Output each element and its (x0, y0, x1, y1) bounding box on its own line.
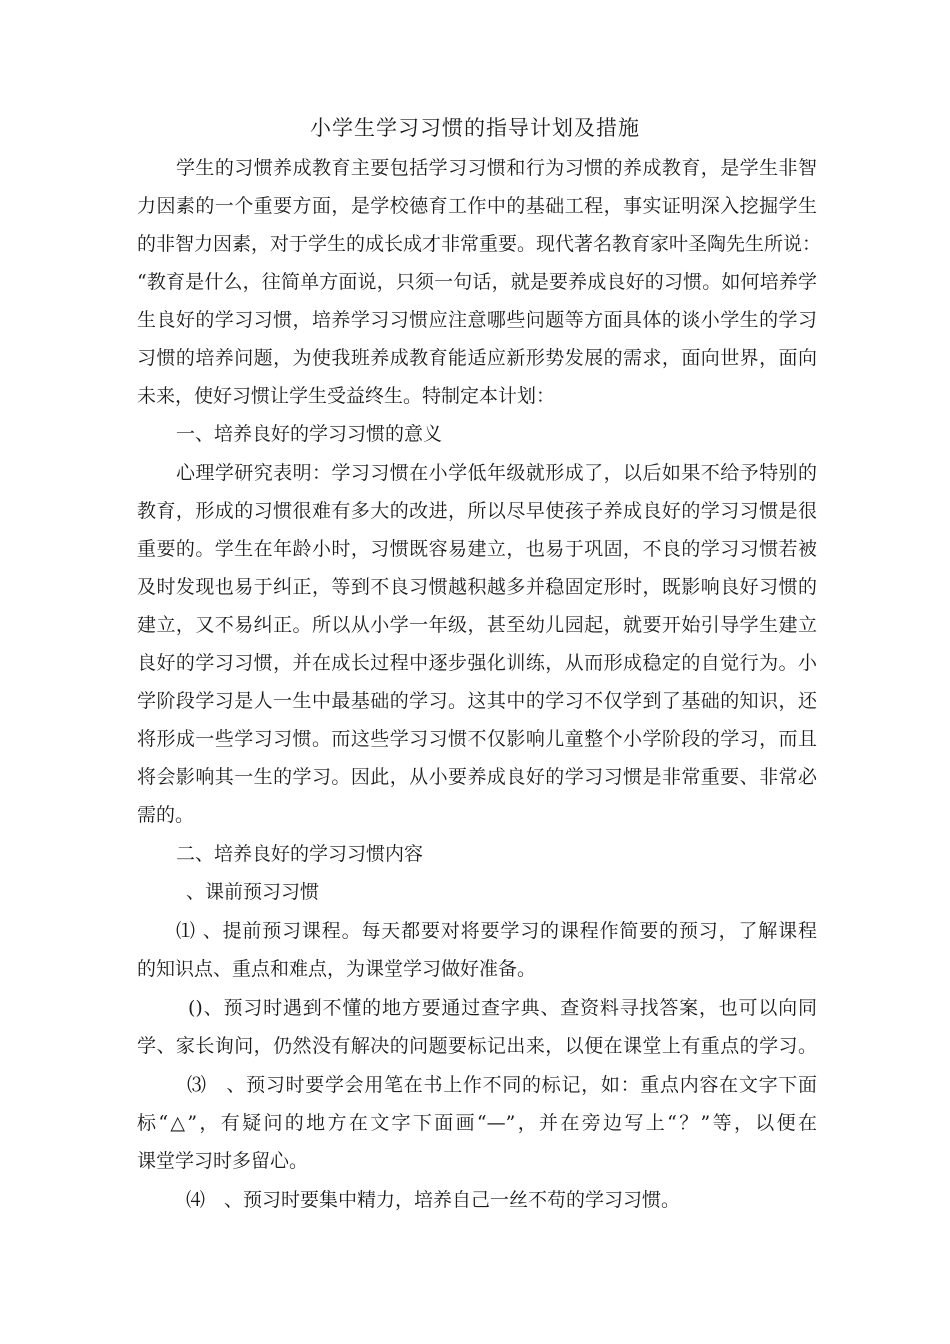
list-item-line: 课堂学习时多留心。 (137, 1150, 309, 1172)
paragraph-line: 学生的习惯养成教育主要包括学习习惯和行为习惯的养成教育，是学生非智 (176, 157, 817, 179)
list-item-line: ⑴ 、提前预习课程。每天都要对将要学习的课程作简要的预习，了解课程 (176, 920, 817, 942)
paragraph-line: “教育是什么，往简单方面说，只须一句话，就是要养成良好的习惯。如何培养学 (137, 271, 817, 293)
paragraph-line: 教育，形成的习惯很难有多大的改进，所以尽早使孩子养成良好的学习习惯是很 (137, 500, 817, 522)
subsection-heading: 、课前预习习惯 (186, 881, 320, 903)
paragraph-line: 学阶段学习是人一生中最基础的学习。这其中的学习不仅学到了基础的知识，还 (137, 690, 817, 712)
paragraph-line: 未来，使好习惯让学生受益终生。特制定本计划： (137, 385, 556, 407)
paragraph-line: 的非智力因素，对于学生的成长成才非常重要。现代著名教育家叶圣陶先生所说： (137, 233, 822, 255)
list-item-line: ()、预习时遇到不懂的地方要通过查字典、查资料寻找答案，也可以向同 (188, 997, 817, 1019)
paragraph-line: 将会影响其一生的学习。因此，从小要养成良好的学习习惯是非常重要、非常必 (137, 766, 817, 788)
paragraph-line: 生良好的学习习惯，培养学习习惯应注意哪些问题等方面具体的谈小学生的学习 (137, 309, 817, 331)
paragraph-line: 心理学研究表明：学习习惯在小学低年级就形成了，以后如果不给予特别的 (176, 462, 817, 484)
page-title: 小学生学习习惯的指导计划及措施 (310, 116, 640, 140)
paragraph-line: 重要的。学生在年龄小时，习惯既容易建立，也易于巩固，不良的学习习惯若被 (137, 538, 817, 560)
list-item-line: 的知识点、重点和难点，为课堂学习做好准备。 (137, 958, 537, 980)
paragraph-line: 力因素的一个重要方面，是学校德育工作中的基础工程，事实证明深入挖掘学生 (137, 195, 817, 217)
list-item-line: ⑶ 、预习时要学会用笔在书上作不同的标记，如：重点内容在文字下面 (187, 1074, 817, 1096)
paragraph-line: 将形成一些学习习惯。而这些学习习惯不仅影响儿童整个小学阶段的学习，而且 (137, 728, 817, 750)
paragraph-line: 建立，又不易纠正。所以从小学一年级，甚至幼儿园起，就要开始引导学生建立 (137, 614, 817, 636)
paragraph-line: 及时发现也易于纠正，等到不良习惯越积越多并稳固定形时，既影响良好习惯的 (137, 576, 817, 598)
list-item-line: ⑷ 、预习时要集中精力，培养自己一丝不苟的学习习惯。 (186, 1189, 681, 1211)
section-heading: 一、培养良好的学习习惯的意义 (176, 423, 443, 445)
list-item-line: 学、家长询问，仍然没有解决的问题要标记出来，以便在课堂上有重点的学习。 (137, 1035, 817, 1057)
paragraph-line: 良好的学习习惯，并在成长过程中逐步强化训练，从而形成稳定的自觉行为。小 (137, 652, 817, 674)
list-item-line: 标“△”，有疑问的地方在文字下面画“—”，并在旁边写上“？”等，以便在 (137, 1112, 817, 1134)
paragraph-line: 需的。 (137, 804, 195, 826)
section-heading: 二、培养良好的学习习惯内容 (176, 843, 424, 865)
paragraph-line: 习惯的培养问题，为使我班养成教育能适应新形势发展的需求，面向世界，面向 (137, 347, 817, 369)
